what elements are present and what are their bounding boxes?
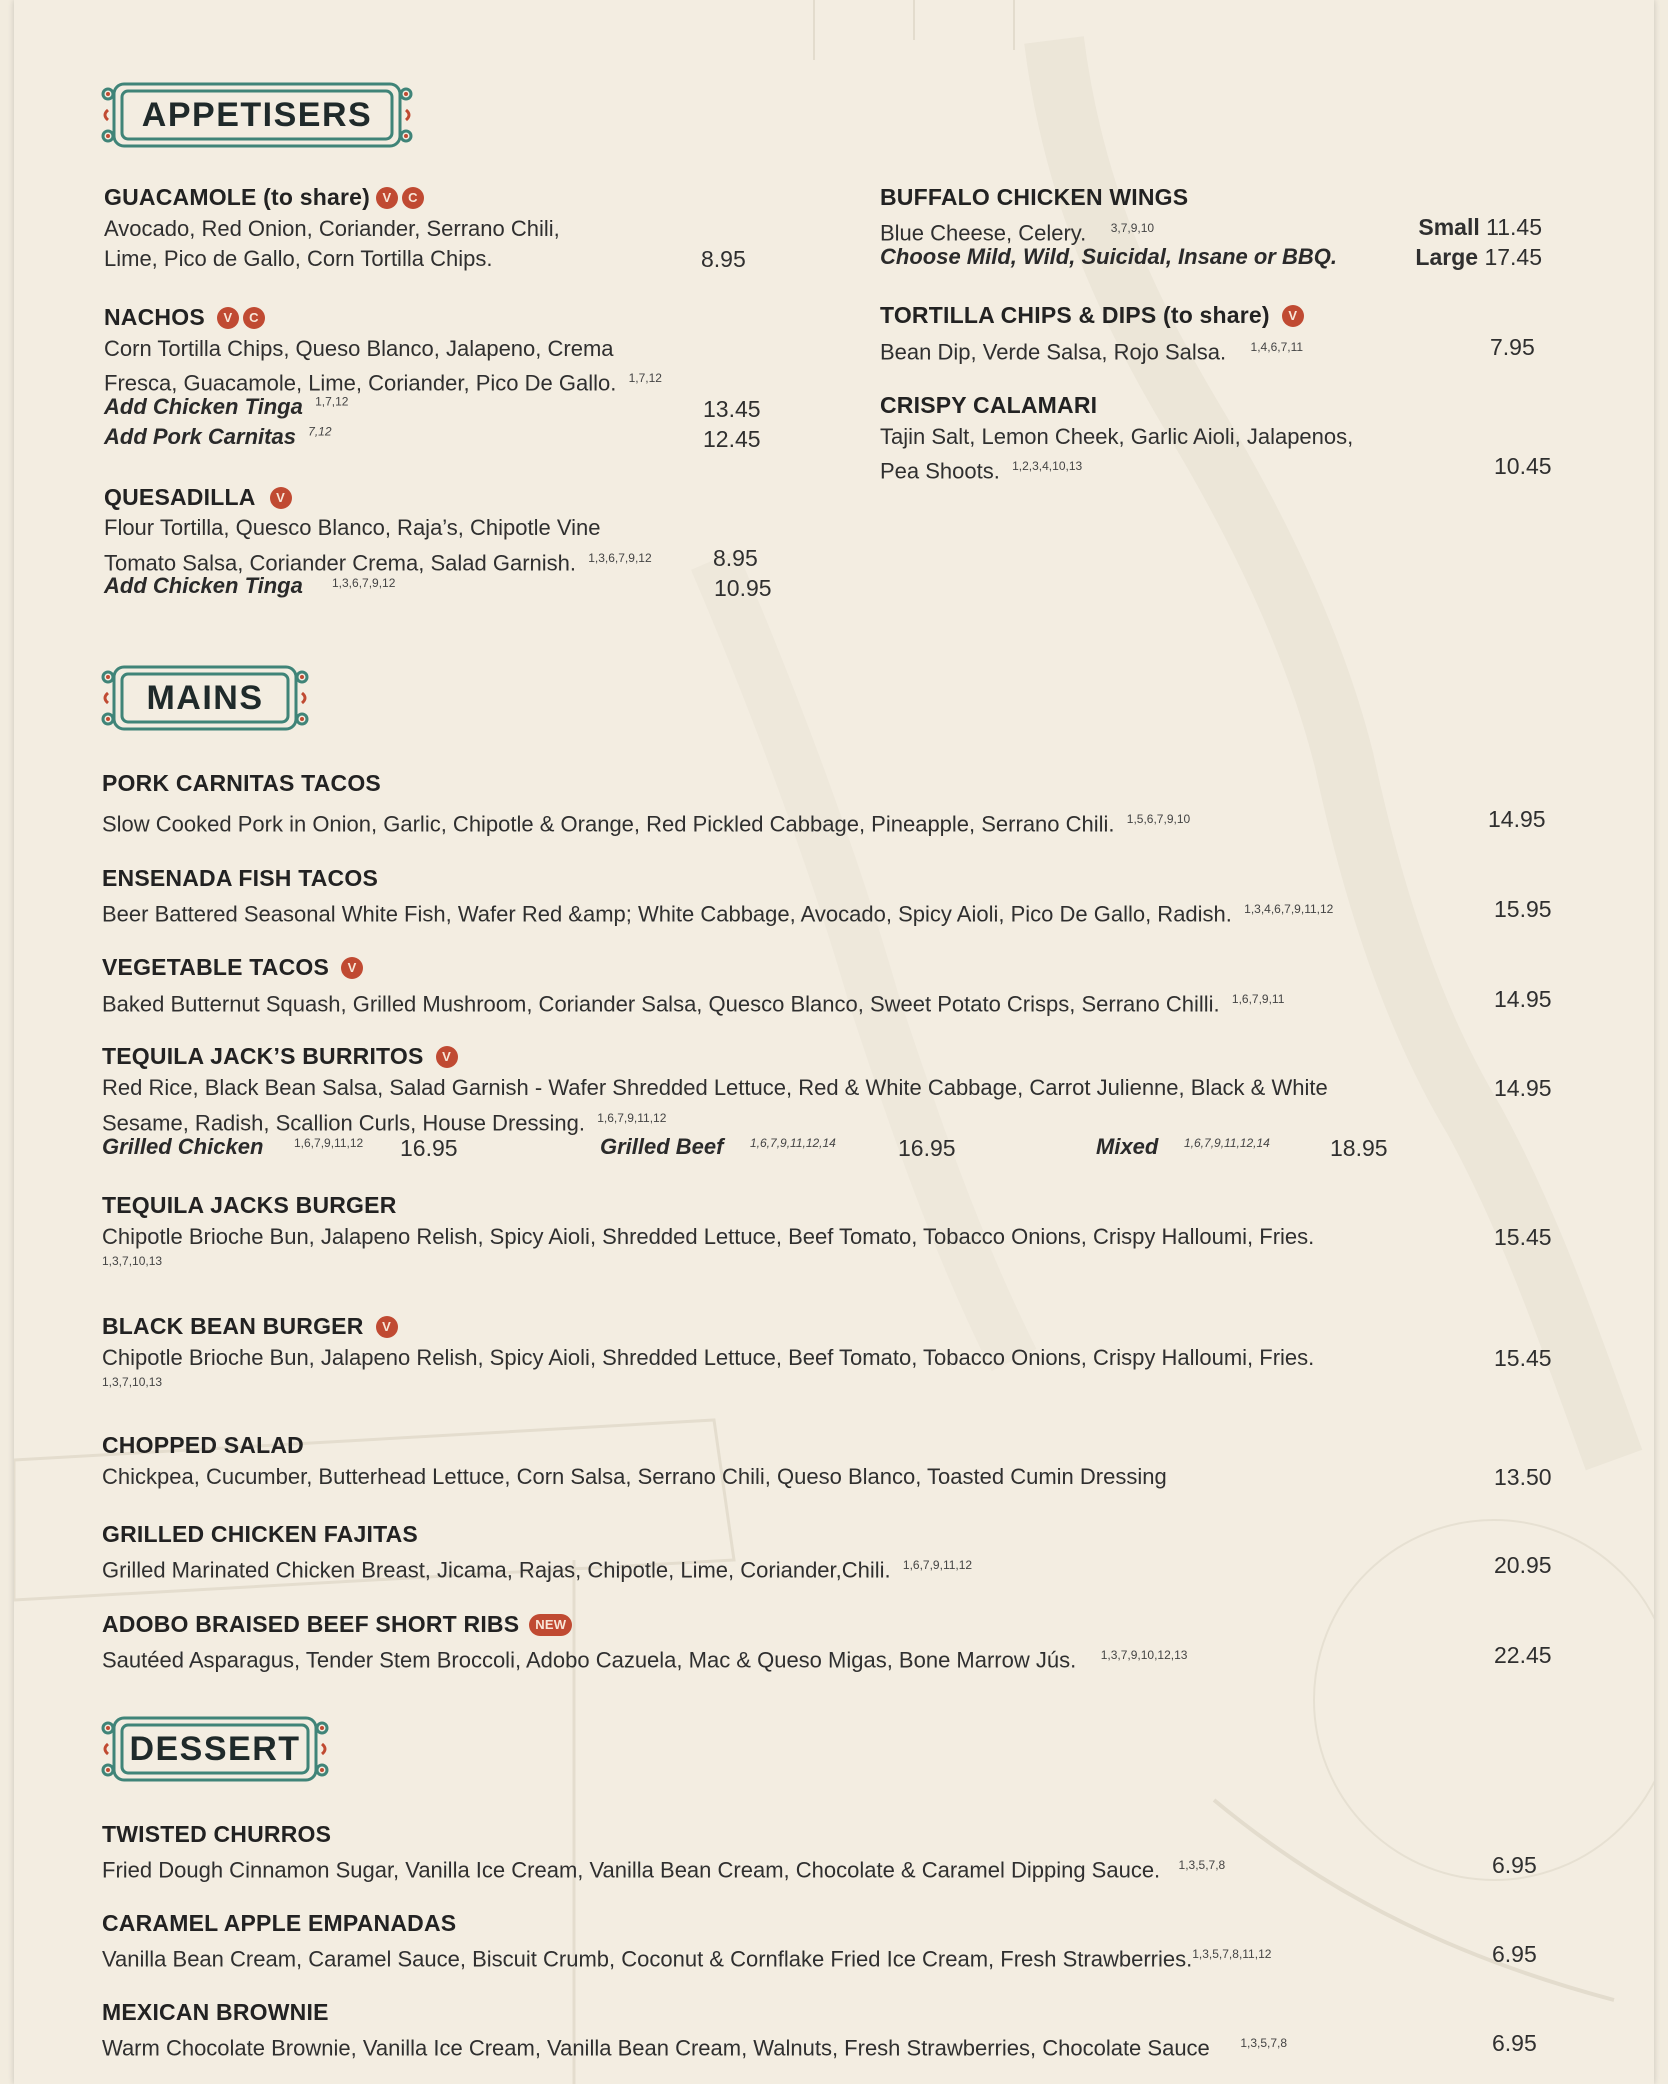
chips-desc: [880, 332, 1303, 367]
item-title: VEGETABLE TACOS: [102, 954, 330, 980]
burritos-beef-price: 16.95: [898, 1135, 956, 1161]
nachos-option-pork: [104, 424, 332, 450]
mains-banner: [100, 663, 310, 733]
desc-text: Blue Cheese, Celery.: [880, 220, 1087, 246]
empanadas-desc: [102, 1939, 1271, 1974]
churros-desc: [102, 1850, 1225, 1885]
burritos-mixed-allergens: 1,6,7,9,11,12,14: [1184, 1136, 1270, 1150]
empanadas-title: CARAMEL APPLE EMPANADAS: [102, 1910, 457, 1936]
option-label: Add Chicken Tinga: [104, 394, 303, 419]
item-title: QUESADILLA: [104, 484, 256, 510]
churros-price: 6.95: [1492, 1852, 1537, 1878]
nachos-option-chicken: [104, 394, 348, 420]
calamari-desc-line2: [880, 451, 1082, 486]
salad-title: CHOPPED SALAD: [102, 1432, 304, 1458]
fajitas-title: GRILLED CHICKEN FAJITAS: [102, 1521, 418, 1547]
chips-price: 7.95: [1490, 334, 1535, 360]
shortribs-price: 22.45: [1494, 1642, 1552, 1668]
dessert-heading: DESSERT: [129, 1730, 301, 1768]
quesadilla-desc-line1: Flour Tortilla, Quesco Blanco, Raja’s, Chipotle Vine: [104, 515, 601, 540]
vegetarian-badge-icon: V: [1282, 305, 1304, 327]
guacamole-price: 8.95: [701, 246, 746, 272]
burritos-mixed-price: 18.95: [1330, 1135, 1388, 1161]
allergen-codes: 1,6,7,9,11,12: [902, 1558, 973, 1572]
allergen-codes: 1,3,5,7,8: [1178, 1858, 1226, 1872]
desc-text: Pea Shoots.: [880, 458, 1000, 484]
desc-text: Tomato Salsa, Coriander Crema, Salad Garnish.: [104, 550, 576, 576]
burritos-beef-allergens: 1,6,7,9,11,12,14: [750, 1136, 836, 1150]
veg-price: 14.95: [1494, 986, 1552, 1012]
coeliac-badge-icon: C: [402, 187, 424, 209]
blackbean-allergens: 1,3,7,10,13: [102, 1375, 163, 1389]
quesadilla-option-allergens: 1,3,6,7,9,12: [332, 576, 396, 590]
allergen-codes: 3,7,9,10: [1110, 221, 1155, 235]
nachos-title: [104, 304, 265, 331]
desc-text: Warm Chocolate Brownie, Vanilla Ice Cream, Vanilla Bean Cream, Walnuts, Fresh Strawberries, Chocolate Sauce: [102, 2035, 1210, 2061]
menu-page: [14, 0, 1654, 2084]
allergen-codes: 7,12: [308, 424, 332, 439]
appetisers-banner: [100, 80, 414, 150]
burger-allergens: 1,3,7,10,13: [102, 1254, 163, 1268]
fajitas-desc: [102, 1550, 972, 1585]
carnitas-price: 14.95: [1488, 806, 1546, 832]
calamari-title: CRISPY CALAMARI: [880, 392, 1098, 418]
allergen-codes: 1,3,6,7,9,12: [588, 551, 652, 565]
size-label: Large: [1415, 244, 1479, 270]
brownie-desc: [102, 2028, 1287, 2063]
empanadas-price: 6.95: [1492, 1941, 1537, 1967]
burger-price: 15.45: [1494, 1224, 1552, 1250]
allergen-codes: 1,3,5,7,8,11,12: [1192, 1947, 1272, 1961]
burritos-option-chicken: Grilled Chicken: [102, 1134, 264, 1159]
allergen-codes: 1,3,5,7,8: [1240, 2036, 1288, 2050]
wings-large-price: [1415, 244, 1542, 271]
item-title: TORTILLA CHIPS & DIPS (to share): [880, 302, 1270, 328]
fish-desc: [102, 894, 1333, 929]
churros-title: TWISTED CHURROS: [102, 1821, 332, 1847]
nachos-pork-price: 12.45: [703, 426, 761, 452]
brownie-title: MEXICAN BROWNIE: [102, 1999, 329, 2025]
fish-price: 15.95: [1494, 896, 1552, 922]
price-value: 11.45: [1486, 214, 1542, 240]
wings-small-price: [1418, 214, 1542, 241]
quesadilla-title: [104, 484, 292, 511]
burritos-chicken-price: 16.95: [400, 1135, 458, 1161]
option-label: Add Pork Carnitas: [104, 424, 296, 449]
burritos-title: [102, 1043, 458, 1070]
shortribs-title: [102, 1611, 572, 1638]
guacamole-desc-line1: Avocado, Red Onion, Coriander, Serrano Chili,: [104, 216, 560, 241]
desc-text: Grilled Marinated Chicken Breast, Jicama, Rajas, Chipotle, Lime, Coriander,Chili.: [102, 1557, 891, 1583]
allergen-codes: 1,4,6,7,11: [1250, 340, 1304, 354]
item-title: BLACK BEAN BURGER: [102, 1313, 364, 1339]
vegetarian-badge-icon: V: [436, 1046, 458, 1068]
dessert-banner: [100, 1714, 330, 1784]
burritos-option-mixed: Mixed: [1096, 1134, 1159, 1159]
coeliac-badge-icon: C: [243, 307, 265, 329]
nachos-desc-line1: Corn Tortilla Chips, Queso Blanco, Jalapeno, Crema: [104, 336, 614, 361]
allergen-codes: 1,3,7,9,10,12,13: [1100, 1648, 1188, 1662]
burritos-chicken-allergens: 1,6,7,9,11,12: [294, 1136, 364, 1150]
guacamole-title: [104, 184, 424, 211]
allergen-codes: 1,6,7,9,11,12: [597, 1111, 667, 1125]
vegetarian-badge-icon: V: [376, 187, 398, 209]
burritos-desc-line1: Red Rice, Black Bean Salsa, Salad Garnish - Wafer Shredded Lettuce, Red & White Cabbage, Carrot Julienne, Black & White: [102, 1075, 1328, 1100]
allergen-codes: 1,7,12: [315, 394, 349, 409]
desc-text: Fried Dough Cinnamon Sugar, Vanilla Ice Cream, Vanilla Bean Cream, Chocolate & Caramel Dipping Sauce.: [102, 1857, 1161, 1883]
item-title: NACHOS: [104, 304, 205, 330]
quesadilla-price: 8.95: [713, 545, 758, 571]
allergen-codes: 1,5,6,7,9,10: [1126, 812, 1191, 826]
fish-title: ENSENADA FISH TACOS: [102, 865, 378, 891]
blackbean-price: 15.45: [1494, 1345, 1552, 1371]
allergen-codes: 1,3,4,6,7,9,11,12: [1244, 902, 1334, 916]
burger-desc: Chipotle Brioche Bun, Jalapeno Relish, Spicy Aioli, Shredded Lettuce, Beef Tomato, Tobacco Onions, Crispy Halloumi, Fries.: [102, 1224, 1315, 1249]
size-label: Small: [1418, 214, 1480, 240]
desc-text: Bean Dip, Verde Salsa, Rojo Salsa.: [880, 339, 1227, 365]
veg-title: [102, 954, 363, 981]
chips-title: [880, 302, 1304, 329]
desc-text: Vanilla Bean Cream, Caramel Sauce, Biscuit Crumb, Coconut & Cornflake Fried Ice Cream, Fresh Strawberries.: [102, 1946, 1193, 1972]
burritos-option-beef: Grilled Beef: [600, 1134, 724, 1159]
salad-price: 13.50: [1494, 1464, 1552, 1490]
desc-text: Sesame, Radish, Scallion Curls, House Dressing.: [102, 1110, 585, 1136]
desc-text: Fresca, Guacamole, Lime, Coriander, Pico De Gallo.: [104, 370, 617, 396]
mains-heading: MAINS: [146, 679, 264, 717]
item-title: TEQUILA JACK’S BURRITOS: [102, 1043, 424, 1069]
item-title: ADOBO BRAISED BEEF SHORT RIBS: [102, 1611, 520, 1637]
carnitas-desc: [102, 804, 1190, 839]
vegetarian-badge-icon: V: [270, 487, 292, 509]
quesadilla-chicken-price: 10.95: [714, 575, 772, 601]
desc-text: Baked Butternut Squash, Grilled Mushroom, Coriander Salsa, Quesco Blanco, Sweet Potato Crisps, Serrano Chilli.: [102, 991, 1220, 1017]
fajitas-price: 20.95: [1494, 1552, 1552, 1578]
new-badge-icon: NEW: [529, 1614, 572, 1636]
desc-text: Beer Battered Seasonal White Fish, Wafer Red &amp; White Cabbage, Avocado, Spicy Aioli, Pico De Gallo, Radish.: [102, 901, 1232, 927]
nachos-chicken-price: 13.45: [703, 396, 761, 422]
shortribs-desc: [102, 1640, 1187, 1675]
blackbean-desc: Chipotle Brioche Bun, Jalapeno Relish, Spicy Aioli, Shredded Lettuce, Beef Tomato, Tobacco Onions, Crispy Halloumi, Fries.: [102, 1345, 1315, 1370]
allergen-codes: 1,2,3,4,10,13: [1012, 459, 1083, 473]
calamari-desc-line1: Tajin Salt, Lemon Cheek, Garlic Aioli, Jalapenos,: [880, 424, 1354, 449]
appetisers-heading: APPETISERS: [141, 96, 373, 134]
desc-text: Slow Cooked Pork in Onion, Garlic, Chipotle & Orange, Red Pickled Cabbage, Pineapple, Serrano Chili.: [102, 811, 1115, 837]
item-title: GUACAMOLE (to share): [104, 184, 370, 210]
allergen-codes: 1,7,12: [628, 371, 662, 385]
vegetarian-badge-icon: V: [217, 307, 239, 329]
veg-desc: [102, 984, 1284, 1019]
burritos-price: 14.95: [1494, 1075, 1552, 1101]
burger-title: TEQUILA JACKS BURGER: [102, 1192, 397, 1218]
wings-desc-line2: Choose Mild, Wild, Suicidal, Insane or BBQ.: [880, 244, 1337, 269]
blackbean-title: [102, 1313, 398, 1340]
allergen-codes: 1,6,7,9,11: [1231, 992, 1285, 1006]
carnitas-title: PORK CARNITAS TACOS: [102, 770, 381, 796]
brownie-price: 6.95: [1492, 2030, 1537, 2056]
guacamole-desc-line2: Lime, Pico de Gallo, Corn Tortilla Chips.: [104, 246, 493, 271]
vegetarian-badge-icon: V: [376, 1316, 398, 1338]
calamari-price: 10.45: [1494, 453, 1552, 479]
vegetarian-badge-icon: V: [341, 957, 363, 979]
desc-text: Sautéed Asparagus, Tender Stem Broccoli, Adobo Cazuela, Mac & Queso Migas, Bone Marrow Jús.: [102, 1647, 1077, 1673]
wings-title: BUFFALO CHICKEN WINGS: [880, 184, 1189, 210]
price-value: 17.45: [1484, 244, 1542, 270]
quesadilla-option-chicken: Add Chicken Tinga: [104, 573, 303, 598]
salad-desc: Chickpea, Cucumber, Butterhead Lettuce, Corn Salsa, Serrano Chili, Queso Blanco, Toasted Cumin Dressing: [102, 1464, 1167, 1489]
